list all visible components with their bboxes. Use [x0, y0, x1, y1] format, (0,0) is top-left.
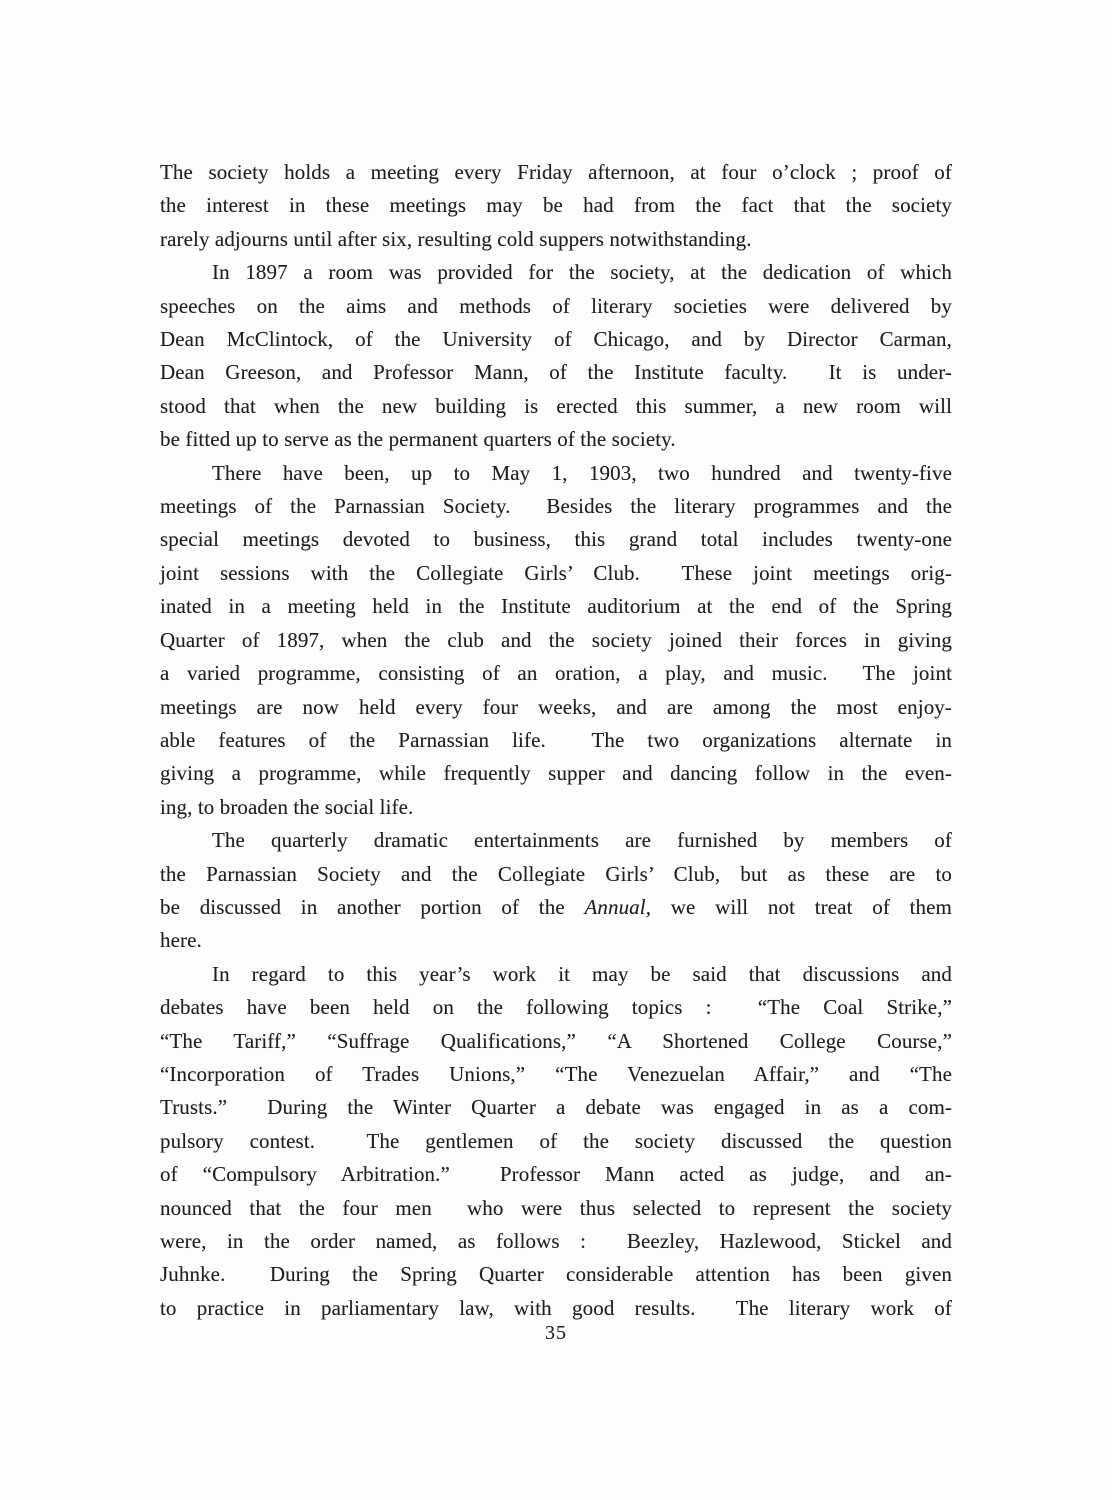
text-run: Dean McClintock, of the University of Chicago, and by Director Carman, [160, 327, 952, 352]
text-run: we will not treat of them [651, 894, 952, 919]
text-line [160, 457, 952, 490]
italic-text-run: Annual, [584, 894, 652, 919]
text-line [160, 1192, 952, 1225]
text-run: There have been, up to May 1, 1903, two hundred and twenty-five [212, 460, 952, 485]
text-run: The society holds a meeting every Friday afternoon, at four o’clock ; proof of [160, 160, 952, 184]
text-line [160, 891, 952, 924]
text-line [160, 590, 952, 623]
text-run: debates have been held on the following topics : “The Coal Strike,” [160, 995, 952, 1020]
text-line [160, 1025, 952, 1058]
text-line [160, 1058, 952, 1091]
text-line [160, 557, 952, 590]
text-run: here. [160, 928, 202, 953]
text-run: In regard to this year’s work it may be said that discussions and [212, 961, 952, 986]
text-line [160, 156, 952, 189]
text-line [160, 791, 952, 824]
text-line [160, 1225, 952, 1258]
text-line [160, 858, 952, 891]
text-line [160, 256, 952, 289]
text-run: pulsory contest. The gentlemen of the society discussed the question [160, 1128, 952, 1153]
text-run: a varied programme, consisting of an oration, a play, and music. The joint [160, 661, 952, 686]
text-run: be discussed in another portion of the [160, 894, 585, 919]
text-line [160, 290, 952, 323]
text-run: Trusts.” During the Winter Quarter a debate was engaged in as a com- [160, 1095, 952, 1120]
page-text [160, 156, 952, 1325]
text-line [160, 958, 952, 991]
text-line [160, 757, 952, 790]
text-line [160, 991, 952, 1024]
text-run: giving a programme, while frequently supper and dancing follow in the even- [160, 761, 952, 786]
text-run: special meetings devoted to business, this grand total includes twenty-one [160, 527, 952, 552]
text-line [160, 624, 952, 657]
text-line [160, 223, 952, 256]
text-run: were, in the order named, as follows : Beezley, Hazlewood, Stickel and [160, 1229, 952, 1253]
text-run: Quarter of 1897, when the club and the society joined their forces in giving [160, 627, 952, 652]
text-run: Dean Greeson, and Professor Mann, of the Institute faculty. It is under- [160, 360, 952, 385]
text-line [160, 189, 952, 222]
page-number: 35 [545, 1322, 567, 1344]
text-run: joint sessions with the Collegiate Girls’ Club. These joint meetings orig- [160, 560, 952, 585]
text-line [160, 1292, 952, 1325]
text-run: be fitted up to serve as the permanent quarters of the society. [160, 427, 676, 452]
text-run: inated in a meeting held in the Institute auditorium at the end of the Spring [160, 594, 952, 619]
text-line [160, 1258, 952, 1291]
text-run: meetings of the Parnassian Society. Besides the literary programmes and the [160, 494, 952, 519]
text-line [160, 657, 952, 690]
text-line [160, 1125, 952, 1158]
text-line [160, 390, 952, 423]
text-line [160, 356, 952, 389]
text-run: In 1897 a room was provided for the society, at the dedication of which [212, 260, 952, 285]
text-run: of “Compulsory Arbitration.” Professor Mann acted as judge, and an- [160, 1162, 952, 1187]
text-line [160, 523, 952, 556]
text-run: speeches on the aims and methods of literary societies were delivered by [160, 293, 952, 318]
text-run: the interest in these meetings may be had from the fact that the society [160, 193, 952, 218]
text-run: able features of the Parnassian life. The two organizations alternate in [160, 727, 952, 752]
text-line [160, 824, 952, 857]
text-run: Juhnke. During the Spring Quarter considerable attention has been given [160, 1262, 952, 1287]
text-run: The quarterly dramatic entertainments are furnished by members of [212, 828, 952, 853]
text-run: meetings are now held every four weeks, and are among the most enjoy- [160, 694, 952, 719]
text-run: “The Tariff,” “Suffrage Qualifications,” “A Shortened College Course,” [160, 1028, 952, 1053]
text-line [160, 490, 952, 523]
text-run: ing, to broaden the social life. [160, 794, 414, 819]
text-line [160, 1091, 952, 1124]
text-line [160, 691, 952, 724]
text-run: nounced that the four men who were thus selected to represent the society [160, 1195, 952, 1220]
text-run: the Parnassian Society and the Collegiate Girls’ Club, but as these are to [160, 861, 952, 886]
text-run: to practice in parliamentary law, with good results. The literary work of [160, 1295, 952, 1320]
text-run: rarely adjourns until after six, resulting cold suppers notwithstanding. [160, 226, 752, 251]
text-line [160, 323, 952, 356]
text-line [160, 1158, 952, 1191]
text-line [160, 423, 952, 456]
text-run: “Incorporation of Trades Unions,” “The Venezuelan Affair,” and “The [160, 1061, 952, 1086]
text-run: stood that when the new building is erected this summer, a new room will [160, 393, 952, 418]
text-line [160, 724, 952, 757]
text-line [160, 924, 952, 957]
